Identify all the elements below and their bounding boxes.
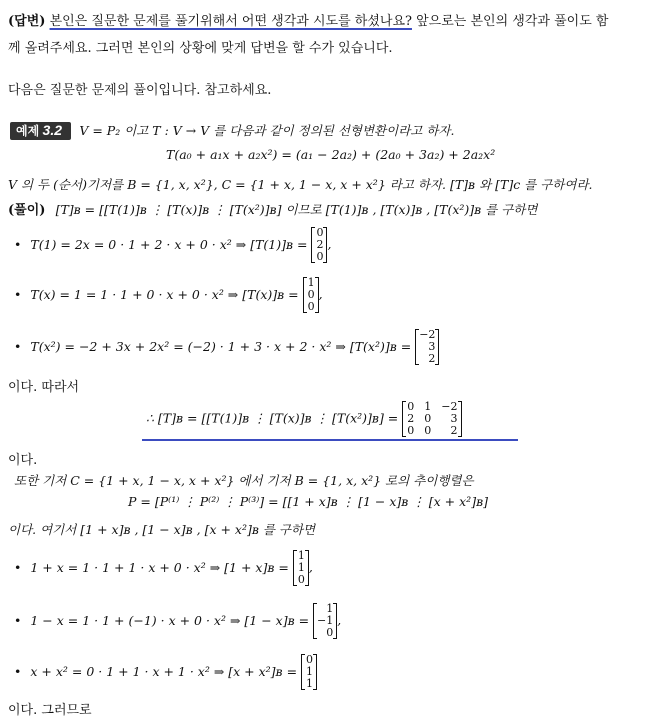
text-therefore: 이다. 따라서 [8,380,80,395]
answer-line-2: 께 올려주세요. 그러면 본인의 상황에 맞게 답변을 할 수가 있습니다. [8,41,393,56]
vector-entry: 1 [297,549,305,562]
solution-label: (풀이) [8,203,46,218]
vector-entry: 0 [316,250,324,263]
vector-entry: 1 [307,276,315,289]
bullet-c2: • 1 − x = 1 · 1 + (−1) · x + 0 · x² ⇒ [1 − x]ʙ = 1 −1 0 , [14,603,341,639]
bullet-c3-expr: • x + x² = 0 · 1 + 1 · x + 1 · x² ⇒ [x + x²]ʙ = [14,664,297,679]
vector-entry: 0 [316,226,324,239]
bullet-tx2-expr: • T(x²) = −2 + 3x + 2x² = (−2) · 1 + 3 · x + 2 · x² ⇒ [T(x²)]ʙ = [14,339,411,354]
bullet-t1: • T(1) = 2x = 0 · 1 + 2 · x + 0 · x² ⇒ [T(1)]ʙ = 0 2 0 , [14,227,331,263]
matrix-entry: 3 [450,412,458,425]
text-therefore-2: 이다. 그러므로 [8,703,92,718]
vector-c2 [313,603,337,639]
bullet-tx: • T(x) = 1 = 1 · 1 + 0 · x + 0 · x² ⇒ [T(x)]ʙ = 1 0 0 , [14,277,323,313]
answer-line-1-rest: 앞으로는 본인의 생각과 풀이도 함 [411,14,609,29]
matrix-entry: −2 [441,400,458,413]
example-badge-prefix: 예제 [16,124,40,138]
text-ida: 이다. [8,453,38,468]
matrix-entry: 2 [407,412,415,425]
transition-matrix-eq: P = [P⁽¹⁾ ⋮ P⁽²⁾ ⋮ P⁽³⁾] = [[1 + x]ʙ ⋮ [1 − x]ʙ ⋮ [x + x²]ʙ] [128,494,488,509]
text-basis-change: 또한 기저 C = {1 + x, 1 − x, x + x²} 에서 기저 B = {1, x, x²} 로의 추이행렬은 [14,473,474,488]
vector-entry: 2 [428,352,436,365]
result-matrix [402,401,462,437]
vector-entry: 2 [316,238,324,251]
answer-line-1 [8,10,608,29]
example-bases: V 의 두 (순서)기저를 B = {1, x, x²}, C = {1 + x, 1 − x, x + x²} 라고 하자. [T]ʙ 와 [T]c 를 구하여라. [8,177,593,192]
bullet-tx-expr: • T(x) = 1 = 1 · 1 + 0 · x + 0 · x² ⇒ [T(x)]ʙ = [14,287,299,302]
vector-entry: 1 [326,602,334,615]
vector-entry: −2 [419,328,436,341]
matrix-entry: 2 [450,424,458,437]
bullet-t1-expr: • T(1) = 2x = 0 · 1 + 2 · x + 0 · x² ⇒ [T(1)]ʙ = [14,237,308,252]
matrix-entry: 0 [407,400,415,413]
vector-entry: 0 [326,626,334,639]
result-underline [142,439,518,441]
example-badge-number: 3.2 [42,122,62,138]
matrix-entry: 0 [407,424,415,437]
vector-entry: 0 [307,300,315,313]
solution-line-1 [8,199,537,218]
bullet-c3 [14,654,317,690]
vector-c3 [301,654,317,690]
example-statement: V = P₂ 이고 T : V → V 를 다음과 같이 정의된 선형변환이라고 하자. [79,123,455,138]
bullet-tx2 [14,329,439,365]
vector-entry: 1 [306,665,314,678]
answer-question-underlined: 본인은 질문한 문제를 풀기위해서 어떤 생각과 시도를 하셨나요? [49,14,412,29]
answer-line-3: 다음은 질문한 문제의 풀이입니다. 참고하세요. [8,83,272,98]
vector-entry: 0 [297,573,305,586]
matrix-entry: 0 [424,412,432,425]
vector-c1 [293,550,309,586]
result-equation [146,401,462,437]
vector-entry: 1 [297,561,305,574]
vector-t1 [311,227,327,263]
vector-entry: −1 [317,614,334,627]
vector-entry: 1 [306,677,314,690]
vector-entry: 0 [306,653,314,666]
matrix-entry: 1 [424,400,432,413]
example-definition: T(a₀ + a₁x + a₂x²) = (a₁ − 2a₂) + (2a₀ + 3a₂) + 2a₂x² [166,147,496,162]
example-badge [10,122,71,140]
bullet-c2-expr: • 1 − x = 1 · 1 + (−1) · x + 0 · x² ⇒ [1 − x]ʙ = [14,613,309,628]
solution-line-1-text: [T]ʙ = [[T(1)]ʙ ⋮ [T(x)]ʙ ⋮ [T(x²)]ʙ] 이므로 [T(1)]ʙ , [T(x)]ʙ , [T(x²)]ʙ 를 구하면 [55,202,538,217]
result-expr: ∴ [T]ʙ = [[T(1)]ʙ ⋮ [T(x)]ʙ ⋮ [T(x²)]ʙ] = [146,410,399,426]
vector-tx [303,277,319,313]
text-find-coords: 이다. 여기서 [1 + x]ʙ , [1 − x]ʙ , [x + x²]ʙ 를 구하면 [8,522,316,537]
vector-entry: 0 [307,288,315,301]
vector-entry: 3 [428,340,436,353]
bullet-c1-expr: • 1 + x = 1 · 1 + 1 · x + 0 · x² ⇒ [1 + x]ʙ = [14,560,289,575]
bullet-c1: • 1 + x = 1 · 1 + 1 · x + 0 · x² ⇒ [1 + x]ʙ = 1 1 0 , [14,550,313,586]
answer-label: (답변) [8,14,46,29]
vector-tx2 [415,329,439,365]
example-header [10,121,454,139]
matrix-entry: 0 [424,424,432,437]
